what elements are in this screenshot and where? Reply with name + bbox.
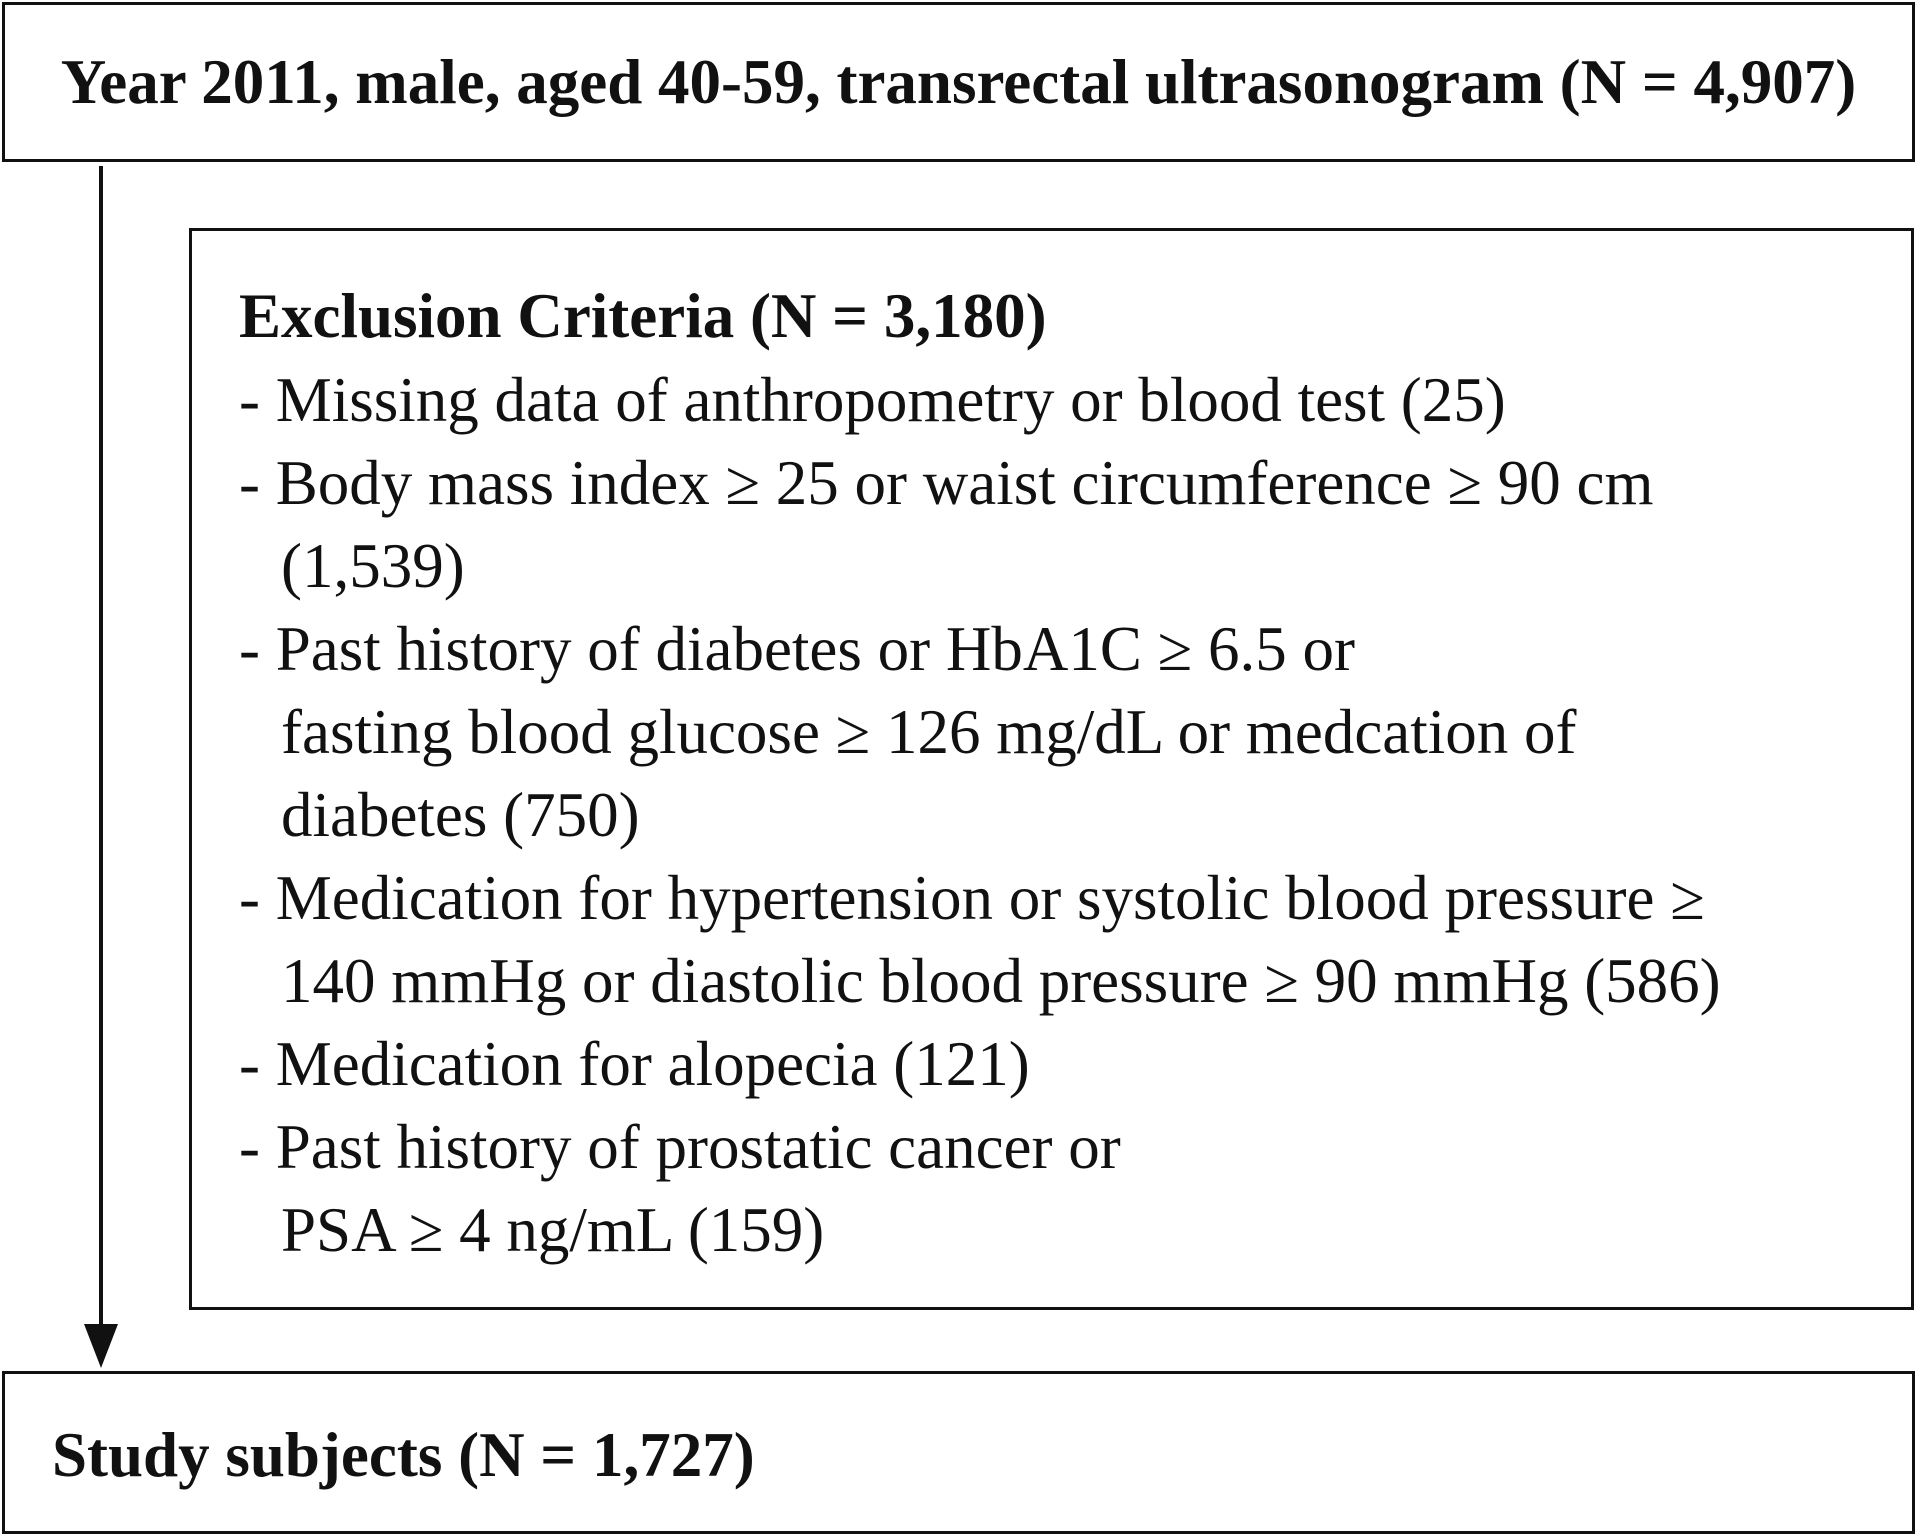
- exclusion-item-line: - Body mass index ≥ 25 or waist circumference ≥ 90 cm: [239, 448, 1654, 518]
- exclusion-item-line: - Missing data of anthropometry or blood test (25): [239, 365, 1506, 435]
- exclusion-criteria-box: [189, 228, 1914, 1310]
- exclusion-item: [239, 608, 1721, 857]
- study-subjects-label: Study subjects (N = 1,727): [52, 1420, 755, 1490]
- exclusion-item-line: - Medication for hypertension or systolic blood pressure ≥: [239, 863, 1705, 933]
- exclusion-criteria-heading: Exclusion Criteria (N = 3,180): [239, 281, 1047, 351]
- exclusion-item-line: - Past history of diabetes or HbA1C ≥ 6.5 or: [239, 614, 1355, 684]
- exclusion-item-line: - Past history of prostatic cancer or: [239, 1112, 1121, 1182]
- exclusion-item-line: - Medication for alopecia (121): [239, 1029, 1030, 1099]
- exclusion-item-continuation: PSA ≥ 4 ng/mL (159): [281, 1195, 825, 1265]
- flow-arrow-head: [84, 1324, 118, 1368]
- exclusion-item-continuation: (1,539): [281, 531, 465, 601]
- exclusion-item: [239, 1023, 1721, 1106]
- exclusion-item-continuation: 140 mmHg or diastolic blood pressure ≥ 90 mmHg (586): [281, 946, 1721, 1016]
- study-subjects-box: [2, 1371, 1915, 1534]
- source-population-label: Year 2011, male, aged 40-59, transrectal ultrasonogram (N = 4,907): [60, 47, 1857, 117]
- exclusion-item: [239, 359, 1721, 442]
- exclusion-item: [239, 857, 1721, 1023]
- exclusion-item: [239, 1106, 1721, 1272]
- exclusion-criteria-list: [239, 359, 1721, 1272]
- exclusion-item-continuation: fasting blood glucose ≥ 126 mg/dL or medcation of: [281, 697, 1577, 767]
- exclusion-item-continuation: diabetes (750): [281, 780, 640, 850]
- exclusion-item: [239, 442, 1721, 608]
